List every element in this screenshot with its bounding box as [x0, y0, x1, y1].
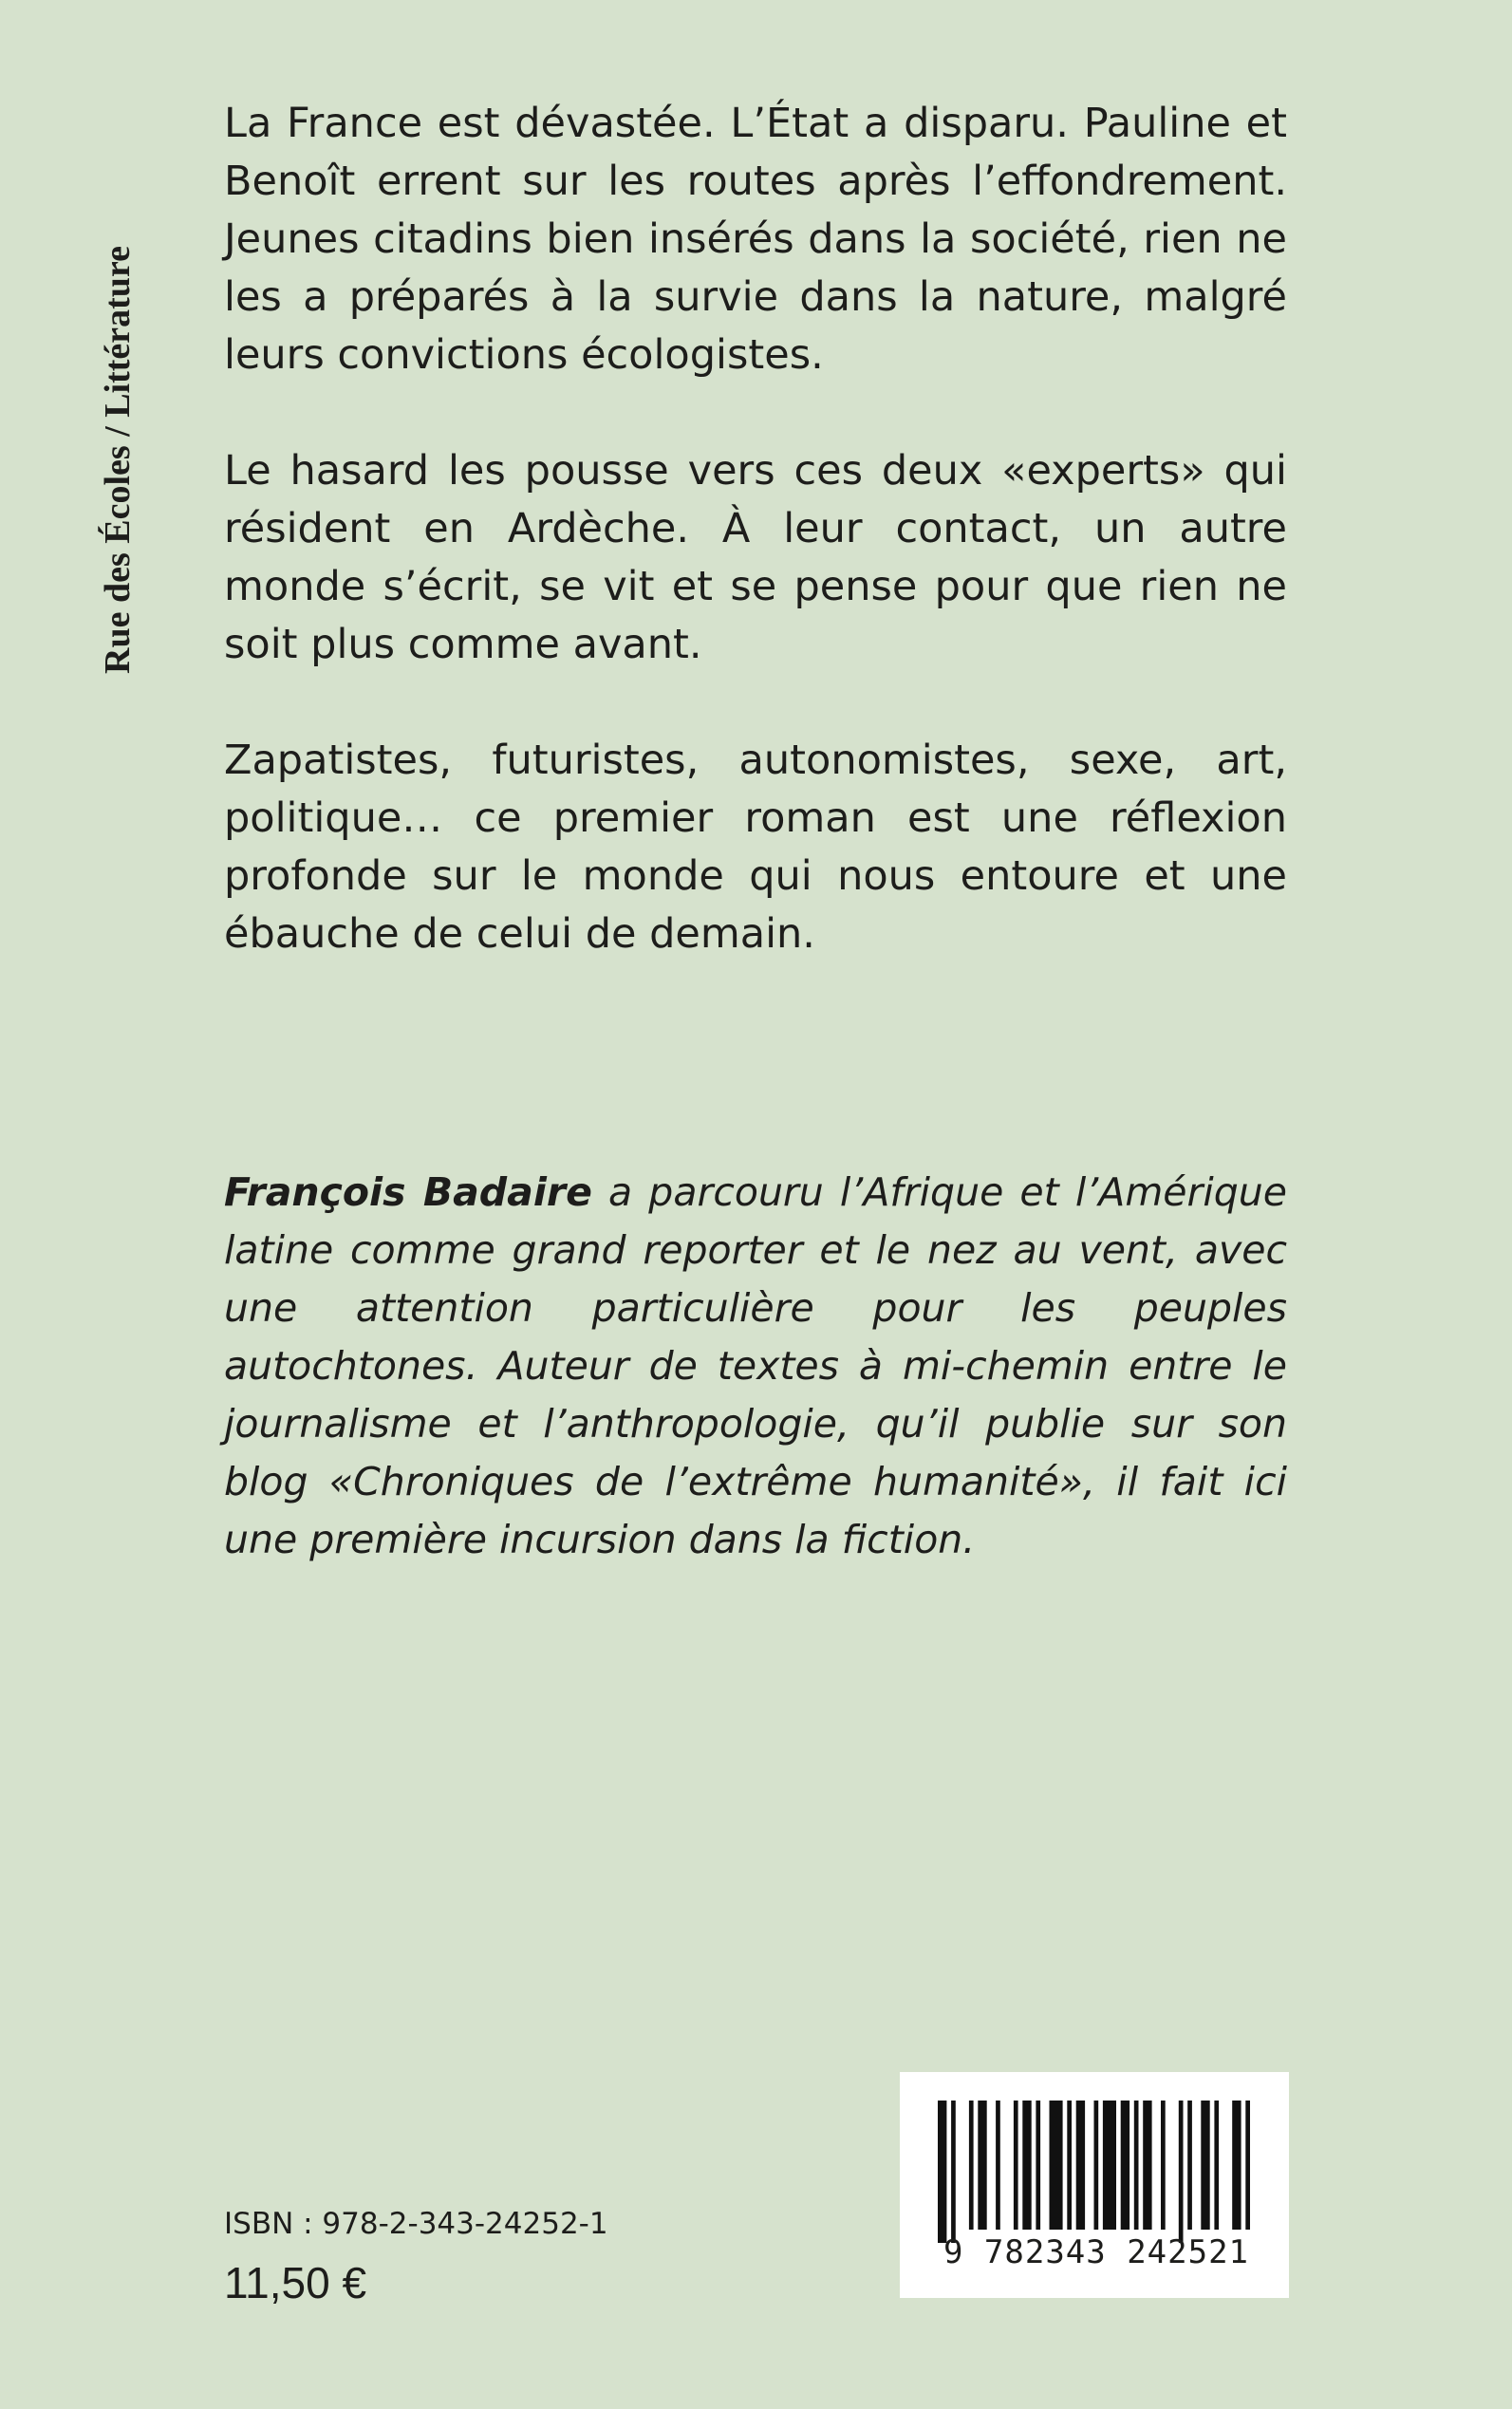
back-cover-blurb [224, 95, 1287, 1021]
barcode-digits: 9 782343 242521 [943, 2233, 1250, 2271]
author-name: François Badaire [224, 1169, 592, 1215]
isbn-label: ISBN : 978-2-343-24252-1 [224, 2207, 608, 2241]
collection-title: Rue des Écoles / Littérature [98, 246, 138, 674]
price-label: 11,50 € [224, 2258, 367, 2307]
blurb-paragraph: Le hasard les pousse vers ces deux «experts» qui résident en Ardèche. À leur contact, un autre monde s’écrit, se vit et se pense pour que rien ne soit plus comme avant. [224, 447, 1287, 668]
author-bio [224, 1164, 1287, 1569]
author-bio-text: a parcouru l’Afrique et l’Amérique latine comme grand reporter et le nez au vent, avec une attention particulière pour les peuples autochtones. Auteur de textes à mi-chemin entre le journalisme et l’anthropologie, qu’il publie sur son blog «Chroniques de l’extrême humanité», il fait ici une première incursion dans la fiction. [224, 1169, 1287, 1562]
barcode [900, 2072, 1289, 2298]
blurb-paragraph: Zapatistes, futuristes, autonomistes, sexe, art, politique… ce premier roman est une réflexion profonde sur le monde qui nous entoure et une ébauche de celui de demain. [224, 737, 1287, 958]
spine-label [68, 104, 138, 674]
blurb-paragraph: La France est dévastée. L’État a disparu. Pauline et Benoît errent sur les routes après l’effondrement. Jeunes citadins bien insérés dans la société, rien ne les a préparés à la survie dans la nature, malgré leurs convictions écologistes. [224, 100, 1287, 379]
